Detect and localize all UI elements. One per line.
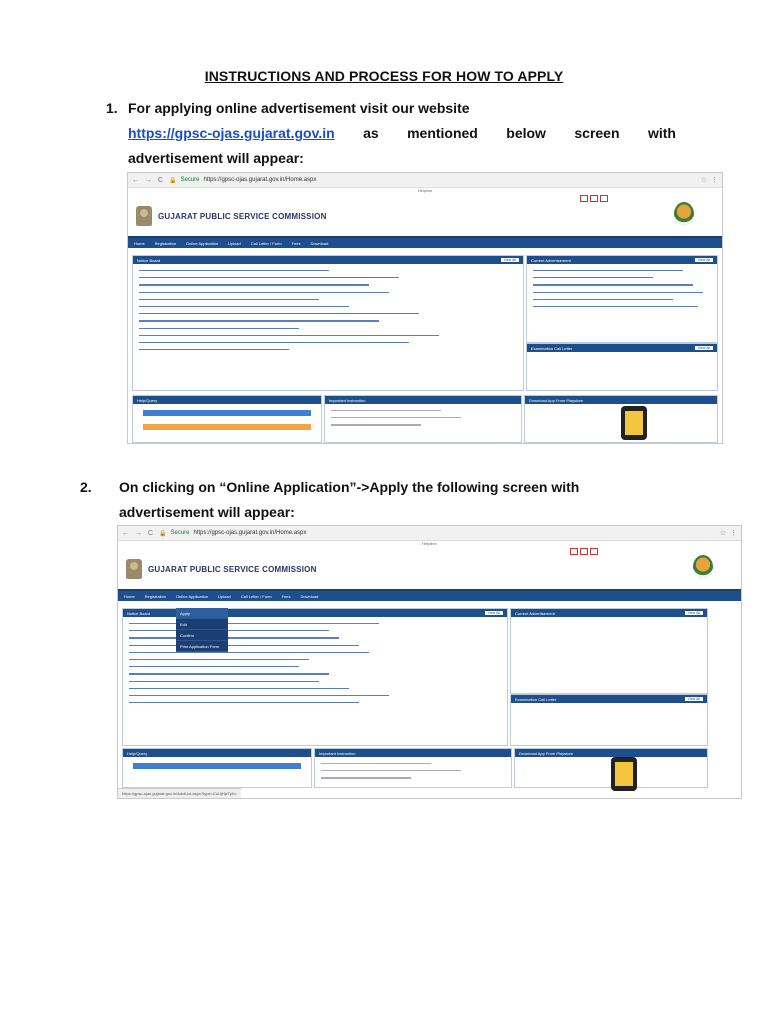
step-2-line1: On clicking on “Online Application”->Apply the following screen with <box>119 479 580 495</box>
view-all-button[interactable]: View All <box>485 611 503 615</box>
download-app-title: Download App From Playstore <box>519 750 574 756</box>
emblem-icon <box>126 559 142 579</box>
menu-upload[interactable]: Upload <box>218 593 231 599</box>
important-instruction-title: Important Instruction <box>329 397 366 403</box>
examination-call-letter-panel <box>526 343 718 391</box>
address-bar[interactable]: https://gpsc-ojas.gujarat.gov.in/Home.aspx <box>193 530 307 536</box>
download-app-panel <box>514 748 708 788</box>
step-2-text <box>119 475 579 525</box>
current-advertisement-panel <box>526 255 718 343</box>
view-all-button[interactable]: View All <box>685 697 703 701</box>
site-top-text: Helpline <box>422 541 437 546</box>
view-all-button[interactable]: View All <box>685 611 703 615</box>
important-instruction-title: Important Instruction <box>319 750 356 756</box>
site-menubar <box>118 589 741 601</box>
examination-call-letter-panel <box>510 694 708 746</box>
word: as <box>363 125 379 141</box>
menu-download[interactable]: Download <box>300 593 319 599</box>
phone-icon <box>611 757 637 791</box>
view-all-button[interactable]: View All <box>695 258 713 262</box>
view-all-button[interactable]: View All <box>501 258 519 262</box>
browser-nav-icons[interactable]: ← → C <box>132 176 165 184</box>
step-1-text <box>128 96 676 171</box>
word: mentioned <box>407 125 478 141</box>
browser-toolbar <box>118 526 741 541</box>
important-instruction-panel <box>314 748 512 788</box>
step-1-number: 1. <box>106 100 118 116</box>
lock-icon: 🔒 <box>158 530 167 537</box>
browser-nav-icons[interactable]: ← → C <box>122 529 155 537</box>
help-query-title: Help/Query <box>127 750 148 756</box>
examination-call-letter-title: Examination Call Letter <box>531 345 573 351</box>
menu-dots-icon[interactable]: ⋮ <box>730 530 737 537</box>
website-link[interactable]: https://gpsc-ojas.gujarat.gov.in <box>128 125 335 141</box>
menu-upload[interactable]: Upload <box>228 240 241 246</box>
site-menubar <box>128 236 722 248</box>
help-query-panel <box>132 395 322 443</box>
menu-fees[interactable]: Fees <box>291 240 301 246</box>
org-name: GUJARAT PUBLIC SERVICE COMMISSION <box>158 211 327 221</box>
word: below <box>506 125 546 141</box>
menu-fees[interactable]: Fees <box>281 593 291 599</box>
menu-home[interactable]: Home <box>124 593 135 599</box>
star-icon[interactable]: ☆ <box>700 177 707 184</box>
dropdown-confirm[interactable]: Confirm <box>176 630 228 641</box>
document-title: INSTRUCTIONS AND PROCESS FOR HOW TO APPLY <box>204 68 564 84</box>
secure-label: Secure <box>180 177 200 183</box>
menu-online-application[interactable]: Online Application <box>186 240 219 246</box>
step-1-line3: advertisement will appear: <box>128 150 304 166</box>
phone-icon <box>621 406 647 440</box>
help-button[interactable] <box>143 424 311 430</box>
dropdown-print-application-form[interactable]: Print Application Form <box>176 641 228 652</box>
site-banner <box>128 196 722 236</box>
notice-board-title: Notice Board <box>137 257 161 263</box>
menu-call-letter[interactable]: Call Letter / Form <box>250 240 282 246</box>
screenshot-online-application <box>117 525 742 799</box>
site-top-text: Helpline <box>417 188 433 193</box>
current-advertisement-title: Current Advertisement <box>515 610 555 616</box>
menu-registration[interactable]: Registration <box>154 240 177 246</box>
step-2-line2: advertisement will appear: <box>119 504 295 520</box>
org-name: GUJARAT PUBLIC SERVICE COMMISSION <box>148 564 317 574</box>
address-bar[interactable]: https://gpsc-ojas.gujarat.gov.in/Home.aspx <box>203 177 317 183</box>
status-bar-url: https://gpsc-ojas.gujarat.gov.in/AdvtList.aspx?type=CuUjHjxTpb= <box>118 788 241 798</box>
current-advertisement-panel <box>510 608 708 694</box>
menu-dots-icon[interactable]: ⋮ <box>711 177 718 184</box>
step-1-line2 <box>128 121 676 146</box>
online-application-dropdown <box>176 608 228 652</box>
seal-icon <box>693 555 713 579</box>
menu-download[interactable]: Download <box>310 240 329 246</box>
examination-call-letter-title: Examination Call Letter <box>515 696 557 702</box>
step-1-line1: For applying online advertisement visit our website <box>128 100 470 116</box>
download-app-panel <box>524 395 718 443</box>
help-query-title: Help/Query <box>137 397 158 403</box>
important-instruction-panel <box>324 395 522 443</box>
help-query-panel <box>122 748 312 788</box>
emblem-icon <box>136 206 152 226</box>
star-icon[interactable]: ☆ <box>719 530 726 537</box>
seal-icon <box>674 202 694 226</box>
secure-label: Secure <box>170 530 190 536</box>
word: screen <box>574 125 620 141</box>
view-all-button[interactable]: View All <box>695 346 713 350</box>
current-advertisement-title: Current Advertisement <box>531 257 571 263</box>
notice-board-panel <box>132 255 524 391</box>
help-button[interactable] <box>133 763 301 769</box>
dropdown-edit[interactable]: Edit <box>176 619 228 630</box>
step-2-number: 2. <box>80 479 92 495</box>
dropdown-apply[interactable]: Apply <box>176 608 228 619</box>
download-app-title: Download App From Playstore <box>529 397 584 403</box>
menu-home[interactable]: Home <box>134 240 145 246</box>
browser-toolbar <box>128 173 722 188</box>
menu-online-application[interactable]: Online Application <box>176 593 209 599</box>
site-banner <box>118 549 741 589</box>
menu-registration[interactable]: Registration <box>144 593 167 599</box>
menu-call-letter[interactable]: Call Letter / Form <box>240 593 272 599</box>
notice-board-title: Notice Board <box>127 610 151 616</box>
lock-icon: 🔒 <box>168 177 177 184</box>
help-button[interactable] <box>143 410 311 416</box>
screenshot-homepage <box>127 172 723 444</box>
word: with <box>647 125 676 141</box>
